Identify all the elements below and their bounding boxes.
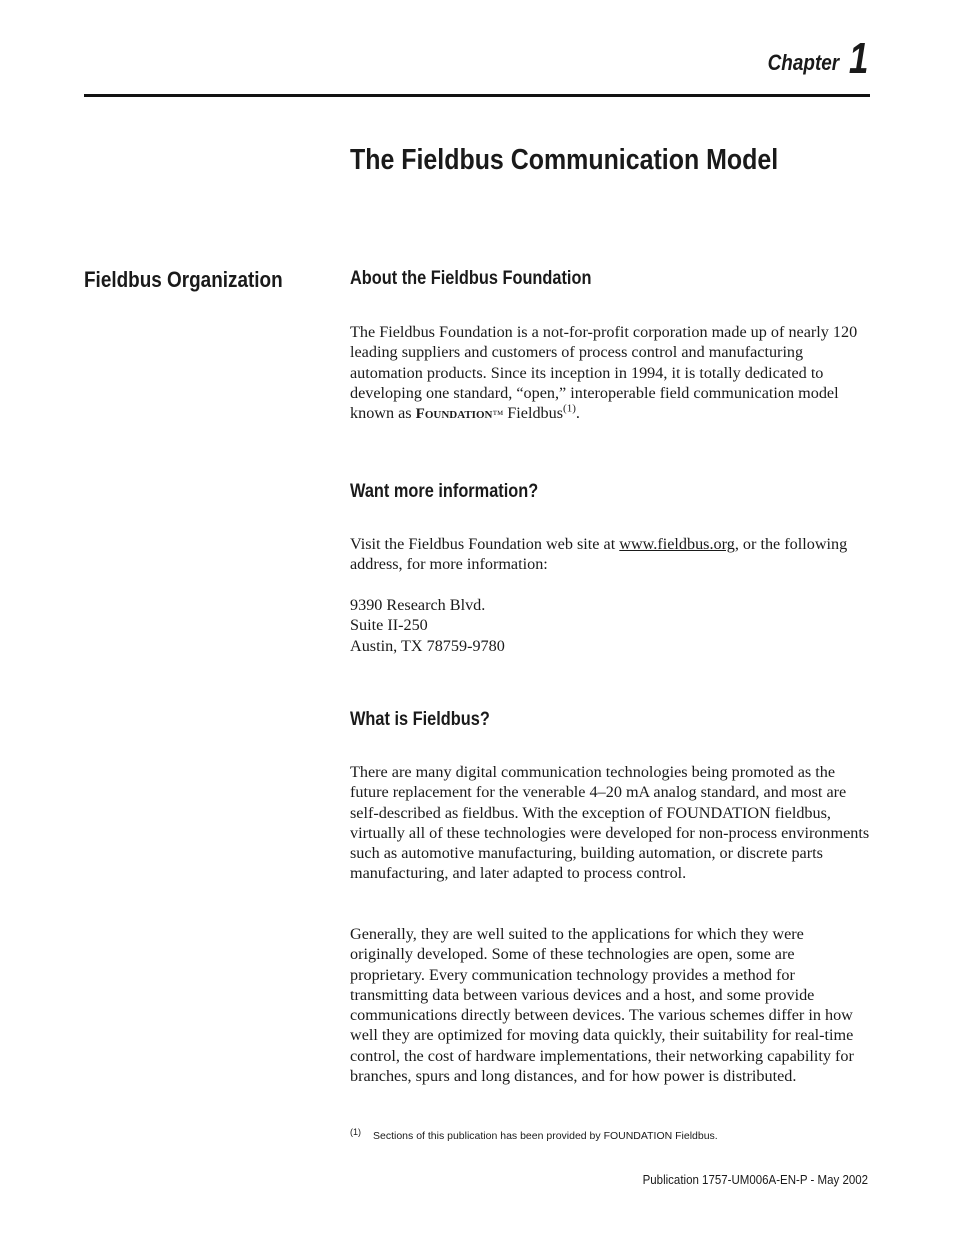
address-line: Austin, TX 78759-9780 <box>350 636 505 655</box>
footnote-mark: (1) <box>350 1127 361 1137</box>
section-heading-more-info: Want more information? <box>350 481 539 502</box>
more-info-text-after: , or the following address, for more information: <box>350 535 848 574</box>
footnote-reference[interactable]: (1) <box>563 402 576 415</box>
about-text: The Fieldbus Foundation is a not-for-profit corporation made up of nearly 120 leading suppliers and customers of process control and manufacturing automation products. Since its inception in 1994, it is totally dedicated to developing one standard, “open,” interoperable field communication model known as <box>350 323 858 423</box>
fieldbus-website-link[interactable]: www.fieldbus.org <box>619 535 735 553</box>
publication-footer: Publication 1757-UM006A-EN-P - May 2002 <box>642 1173 868 1187</box>
section-heading-what-is: What is Fieldbus? <box>350 709 490 730</box>
address-line: 9390 Research Blvd. <box>350 596 486 614</box>
about-text-end: . <box>575 404 580 423</box>
about-text-brand-suffix: Fieldbus <box>503 404 564 423</box>
more-info-paragraph <box>350 534 870 575</box>
what-is-paragraph-1: There are many digital communication technologies being promoted as the future replacement for the venerable 4–20 mA analog standard, and most are self-described as fieldbus. With the exception of FOUNDATION fieldbus, virtually all of these technologies were developed for non-process environments such as automotive manufacturing, building automation, or discrete parts manufacturing, and later adapted to process control. <box>350 763 870 883</box>
address-block <box>350 595 870 656</box>
more-info-text-before: Visit the Fieldbus Foundation web site at <box>350 535 620 553</box>
chapter-number: 1 <box>848 34 868 83</box>
page-title: The Fieldbus Communication Model <box>350 144 779 176</box>
trademark-symbol: ™ <box>492 409 504 422</box>
side-heading: Fieldbus Organization <box>84 267 283 292</box>
footnote <box>350 1127 718 1142</box>
foundation-brand: Foundation <box>415 406 493 423</box>
about-paragraph <box>350 322 870 425</box>
footnote-text: Sections of this publication has been provided by FOUNDATION Fieldbus. <box>373 1130 718 1142</box>
header-rule <box>84 94 870 97</box>
what-is-paragraph-2: Generally, they are well suited to the applications for which they were originally developed. Some of these technologies are open, some are proprietary. Every communication technology provides a method for transmitting data between various devices and a host, and some provide communications directly between devices. The various schemes differ in how well they are optimized for moving data quickly, their suitability for real-time control, the cost of hardware implementations, their networking capability for branches, spurs and long distances, and for how power is distributed. <box>350 925 854 1086</box>
section-heading-about: About the Fieldbus Foundation <box>350 268 592 289</box>
address-line: Suite II-250 <box>350 616 428 635</box>
chapter-label: Chapter <box>767 50 839 75</box>
